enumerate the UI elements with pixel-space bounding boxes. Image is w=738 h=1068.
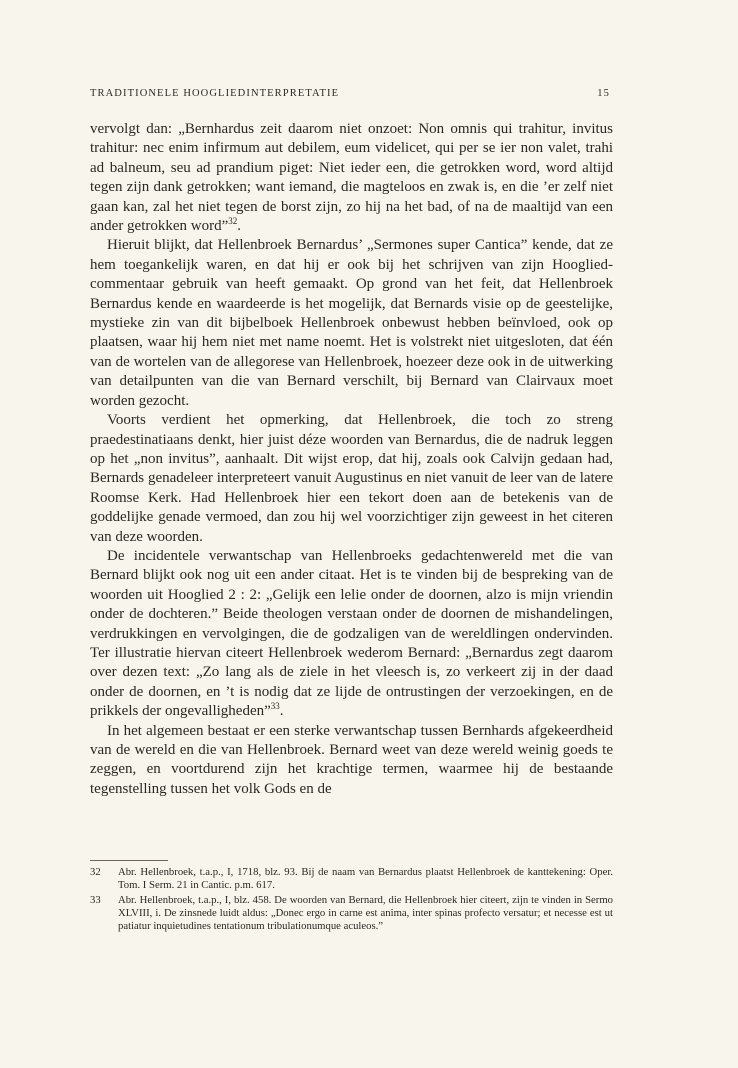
footnote-number: 32 (90, 866, 101, 878)
footnote (90, 866, 613, 893)
paragraph: vervolgt dan: „Bernhardus zeit daarom niet onzoet: Non omnis qui trahitur, invitus trahitur: nec enim infirmum aut debilem, eum videlicet, qui per se ier non valet, trahi ad balneum, seu ad prandium piget: Niet ieder een, die getrokken word, word altijd tegen zijn dank getrokken; want iemand, die magteloos en zwak is, en die ’er zelf niet gaan kan, zal het niet tegen de borst zijn, zo hij na het bad, of na de maaltijd van een ander getrokken word”$^{32}$. (90, 121, 613, 235)
body-text (90, 120, 613, 799)
footnote-text: Abr. Hellenbroek, t.a.p., I, 1718, blz. 93. Bij de naam van Bernardus plaatst Hellenbroek de kanttekening: Oper. Tom. I Serm. 21 in Cantic. p.m. 617. (118, 866, 613, 892)
footnote-text: Abr. Hellenbroek, t.a.p., I, blz. 458. De woorden van Bernard, die Hellenbroek hier citeert, zijn te vinden in Sermo XLVIII, i. De zinsnede luidt aldus: „Donec ergo in carne est anima, inter spinas profecto versatur; et necesse est ut patiatur inquietudines tentationum tribulationumque aculeos.” (118, 893, 613, 933)
paragraph: De incidentele verwantschap van Hellenbroeks gedachtenwereld met die van Bernard blijkt ook nog uit een ander citaat. Het is te vinden bij de bespreking van de woorden uit Hooglied 2 : 2: „Gelijk een lelie onder de doornen, alzo is mijn vriendin onder de dochteren.” Beide theologen verstaan onder de doornen de mishandelingen, verdrukkingen en vervolgingen, die de godzaligen van de wereldlingen ondervinden. Ter illustratie hiervan citeert Hellenbroek wederom Bernard: „Bernardus zegt daarom over dezen text: „Zo lang als de ziele in het vleesch is, zo verkeert zij in der daad onder de doornen, en ’t is nodig dat ze lijde de ontrustingen der verzoekingen, en de prikkels der ongevalligheden”$^{33}$. (90, 547, 613, 720)
paragraph: Hieruit blijkt, dat Hellenbroek Bernardus’ „Sermones super Cantica” kende, dat ze hem toegankelijk waren, en dat hij er ook bij het schrijven van zijn Hoogliedcommentaar gebruik van heeft gemaakt. Op grond van het feit, dat Hellenbroek Bernardus kende en waardeerde is het mogelijk, dat Bernards visie op de geestelijke, mystieke zin van dit bijbelboek Hellenbroek onbewust hebben beïnvloed, ook op plaatsen, waar hij hem niet met name noemt. Het is volstrekt niet uitgesloten, dat één van de wortelen van de allegorese van Hellenbroek, hoezeer deze ook in de uitwerking van detailpunten van die van Bernard verschilt, bij Bernard van Clairvaux moet worden gezocht. (90, 237, 613, 409)
footnote-divider (90, 860, 168, 861)
running-title: TRADITIONELE HOOGLIEDINTERPRETATIE (90, 88, 340, 99)
footnote-ref: 32 (228, 216, 238, 227)
footnote-number: 33 (90, 893, 101, 906)
running-header (90, 88, 610, 99)
footnotes (90, 866, 613, 934)
paragraph: Voorts verdient het opmerking, dat Hellenbroek, die toch zo streng praedestinatiaans denkt, hier juist déze woorden van Bernardus, die de nadruk leggen op het „non invitus”, aanhaalt. Dit wijst erop, dat hij, zoals ook Calvijn gedaan had, Bernards genadeleer interpreteert vanuit Augustinus en niet vanuit de leer van de latere Roomse Kerk. Had Hellenbroek hier een tekort doen aan de betekenis van de goddelijke genade vermoed, dan zou hij wel voorzichtiger zijn geweest in het citeren van deze woorden. (90, 412, 613, 545)
footnote (90, 894, 613, 934)
page-number: 15 (597, 88, 610, 99)
paragraph: In het algemeen bestaat er een sterke verwantschap tussen Bernhards afgekeerdheid van de wereld en die van Hellenbroek. Bernard weet van deze wereld weinig goeds te zeggen, en voortdurend zijn het krachtige termen, waarmee hij de bestaande tegenstelling tussen het volk Gods en de (90, 722, 613, 797)
footnote-ref: 33 (270, 701, 280, 712)
